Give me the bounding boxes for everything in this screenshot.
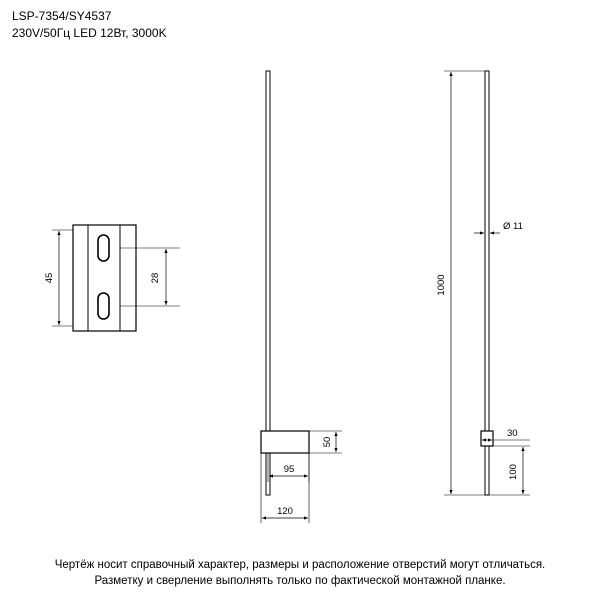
- lamp-base-side: [261, 431, 309, 453]
- model-number: LSP-7354/SY4537: [12, 9, 112, 23]
- specifications: 230V/50Гц LED 12Вт, 3000K: [12, 26, 167, 40]
- dim-label-diameter: Ø 11: [503, 221, 523, 232]
- dim-label-mount-height: 30: [507, 428, 518, 439]
- disclaimer-line-2: Разметку и сверление выполнять только по фактической монтажной планке.: [94, 575, 506, 587]
- bracket-slot-top: [98, 235, 109, 261]
- dim-label-total-length: 1000: [436, 274, 447, 296]
- dim-label-slot-spacing: 28: [150, 272, 161, 284]
- disclaimer-line-1: Чертёж носит справочный характер, размеры и расположение отверстий могут отличаться.: [54, 559, 546, 571]
- mounting-bracket-view: [44, 225, 180, 331]
- dim-label-mount-offset: 100: [508, 464, 519, 480]
- bracket-outline: [73, 225, 136, 331]
- dim-label-base-depth-inner: 95: [283, 464, 295, 475]
- dim-label-bracket-height: 45: [44, 272, 55, 284]
- side-view: [261, 71, 342, 523]
- bracket-slot-bottom: [98, 293, 109, 319]
- dim-label-base-depth: 120: [277, 506, 293, 517]
- lamp-mount-front: [481, 431, 493, 446]
- front-view: [436, 71, 530, 495]
- bracket-plate: [88, 225, 120, 331]
- dim-label-base-height: 50: [322, 436, 333, 448]
